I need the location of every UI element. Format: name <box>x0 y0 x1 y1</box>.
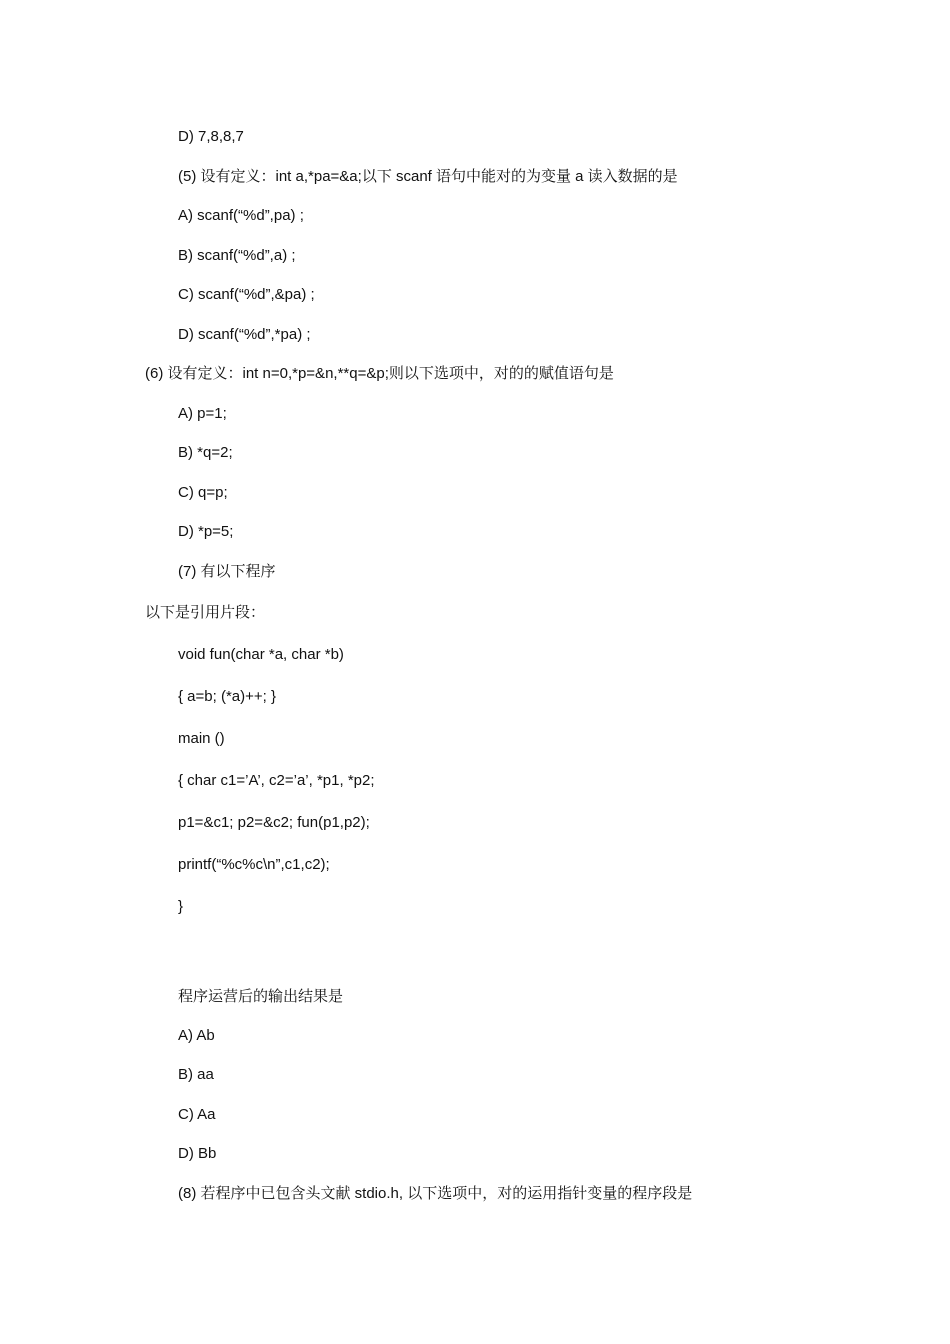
option-d-q5: D) scanf(“%d”,*pa) ; <box>178 326 311 343</box>
code-line: p1=&c1; p2=&c2; fun(p1,p2); <box>178 814 370 831</box>
code-line: } <box>178 898 184 915</box>
code-line: void fun(char *a, char *b) <box>178 646 344 663</box>
code-line: printf(“%c%c\n”,c1,c2); <box>178 856 330 873</box>
question-5: (5) 设有定义：int a,*pa=&a;以下 scanf 语句中能对的为变量 a 读入数据的是 <box>178 168 678 185</box>
question-7-prompt: 程序运营后的输出结果是 <box>178 988 344 1005</box>
code-line: { char c1=’A’, c2=’a’, *p1, *p2; <box>178 772 375 789</box>
question-7: (7) 有以下程序 <box>178 563 276 580</box>
quote-heading: 以下是引用片段： <box>145 604 266 621</box>
option-b-q5: B) scanf(“%d”,a) ; <box>178 247 296 264</box>
option-b-q7: B) aa <box>178 1066 214 1083</box>
option-b-q6: B) *q=2; <box>178 444 233 461</box>
question-6: (6) 设有定义：int n=0,*p=&n,**q=&p;则以下选项中，对的的赋值语句是 <box>145 365 614 382</box>
option-d-q6: D) *p=5; <box>178 523 234 540</box>
option-c-q5: C) scanf(“%d”,&pa) ; <box>178 286 315 303</box>
option-d-q7: D) Bb <box>178 1145 217 1162</box>
option-c-q6: C) q=p; <box>178 484 228 501</box>
option-a-q7: A) Ab <box>178 1027 215 1044</box>
option-c-q7: C) Aa <box>178 1106 216 1123</box>
question-8: (8) 若程序中已包含头文献 stdio.h, 以下选项中，对的运用指针变量的程序段是 <box>178 1185 693 1202</box>
option-a-q6: A) p=1; <box>178 405 227 422</box>
option-a-q5: A) scanf(“%d”,pa) ; <box>178 207 304 224</box>
code-line: { a=b; (*a)++; } <box>178 688 276 705</box>
code-line: main () <box>178 730 225 747</box>
option-d-q4: D) 7,8,8,7 <box>178 128 244 145</box>
